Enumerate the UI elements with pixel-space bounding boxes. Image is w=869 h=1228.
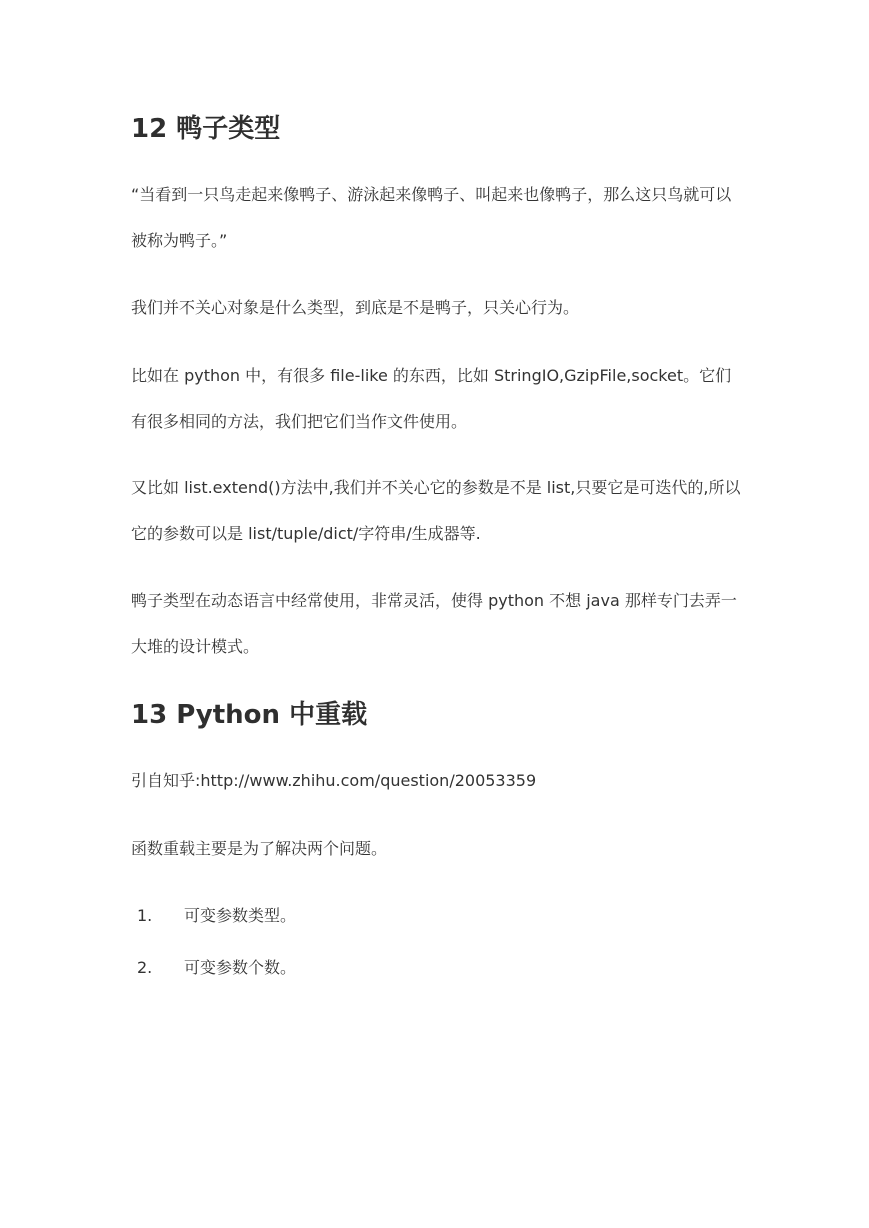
section-12-paragraph-1: “当看到一只鸟走起来像鸭子、游泳起来像鸭子、叫起来也像鸭子，那么这只鸟就可以被称为鸭子。” <box>131 185 732 250</box>
section-13-paragraph-1: 函数重载主要是为了解决两个问题。 <box>131 839 388 858</box>
list-item-number: 1. <box>137 906 153 925</box>
list-item-text: 可变参数个数。 <box>184 958 297 977</box>
section-13-source-line: 引自知乎:http://www.zhihu.com/question/20053359 <box>131 771 537 790</box>
section-13-heading: 13 Python 中重载 <box>131 700 368 730</box>
section-12-paragraph-4: 又比如 list.extend()方法中,我们并不关心它的参数是不是 list,只要它是可迭代的,所以它的参数可以是 list/tuple/dict/字符串/生成器等. <box>131 478 741 543</box>
section-12-heading: 12 鸭子类型 <box>131 114 281 144</box>
list-item-number: 2. <box>137 958 153 977</box>
list-item-text: 可变参数类型。 <box>184 906 297 925</box>
section-12-paragraph-3: 比如在 python 中，有很多 file-like 的东西，比如 StringIO,GzipFile,socket。它们有很多相同的方法，我们把它们当作文件使用。 <box>131 366 732 431</box>
section-12-paragraph-2: 我们并不关心对象是什么类型，到底是不是鸭子，只关心行为。 <box>131 298 580 317</box>
section-12-paragraph-5: 鸭子类型在动态语言中经常使用，非常灵活，使得 python 不想 java 那样专门去弄一大堆的设计模式。 <box>131 591 737 656</box>
